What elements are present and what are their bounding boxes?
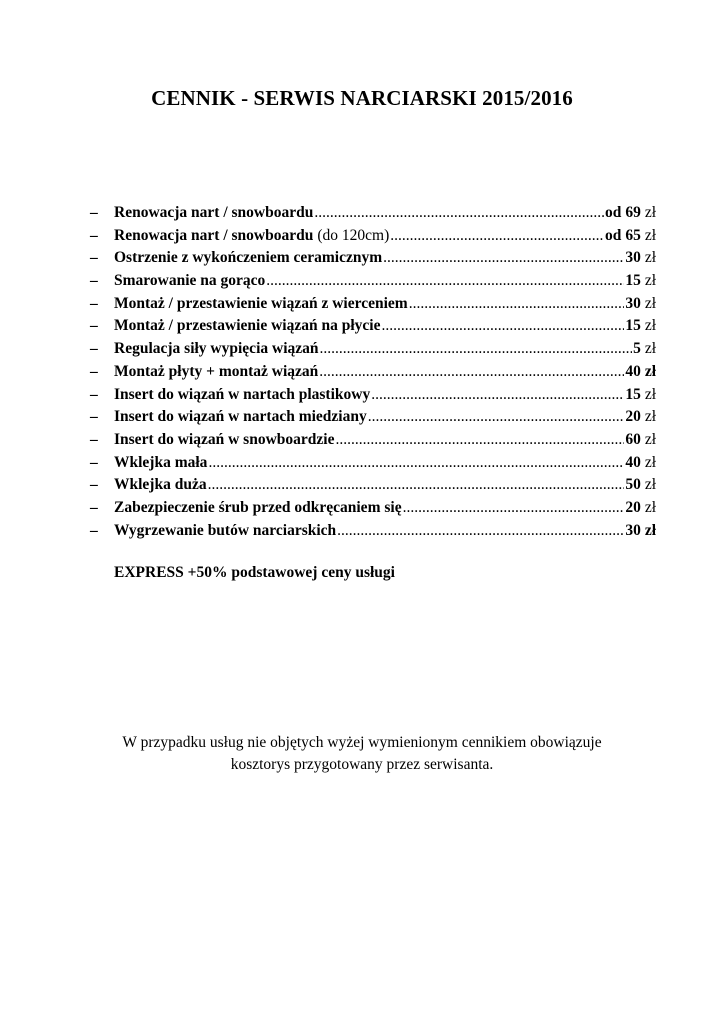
price-list-item (90, 225, 656, 248)
price-value: 30 (625, 249, 641, 267)
service-name: Zabezpieczenie śrub przed odkręcaniem się (114, 498, 402, 516)
price-list-item (90, 429, 656, 452)
dot-leader (208, 474, 625, 497)
service-price (625, 497, 641, 520)
price-list-item (90, 520, 656, 543)
dash-bullet: – (90, 408, 98, 426)
footer-note (0, 732, 724, 776)
price-value: 65 (625, 226, 641, 244)
dot-leader (368, 406, 625, 429)
dash-bullet: – (90, 476, 98, 494)
dot-leader (390, 225, 604, 248)
service-note: (do 120cm) (317, 226, 390, 244)
service-price (633, 338, 641, 361)
price-list-item (90, 384, 656, 407)
price-list-item (90, 361, 656, 384)
dash-bullet: – (90, 317, 98, 335)
service-price (605, 225, 641, 248)
service-price (625, 452, 641, 475)
service-name: Smarowanie na gorąco (114, 272, 266, 290)
price-list-item (90, 497, 656, 520)
service-price (625, 406, 641, 429)
price-unit: zł (644, 476, 656, 494)
service-name: Wygrzewanie butów narciarskich (114, 521, 337, 539)
service-name: Montaż / przestawienie wiązań na płycie (114, 317, 381, 335)
price-value: 20 (625, 498, 641, 516)
price-unit: zł (644, 408, 656, 426)
price-list-item (90, 293, 656, 316)
dot-leader (335, 429, 624, 452)
dash-bullet: – (90, 385, 98, 403)
price-value: 40 (625, 362, 641, 380)
service-price (625, 361, 641, 384)
service-name: Montaż / przestawienie wiązań z wierceniem (114, 294, 408, 312)
dash-bullet: – (90, 340, 98, 358)
service-name: Renowacja nart / snowboardu (114, 204, 314, 221)
price-unit: zł (644, 272, 656, 290)
price-prefix: od (604, 204, 622, 221)
service-name: Montaż płyty + montaż wiązań (114, 362, 319, 380)
dash-bullet: – (90, 521, 98, 539)
footer-line: W przypadku usług nie objętych wyżej wymienionym cennikiem obowiązuje (122, 734, 602, 751)
price-value: 50 (625, 476, 641, 494)
dash-bullet: – (90, 272, 98, 290)
dot-leader (337, 520, 624, 543)
price-unit: zł (644, 294, 656, 312)
price-list-item (90, 315, 656, 338)
price-unit: zł (644, 340, 656, 358)
price-unit: zł (644, 226, 656, 244)
dot-leader (403, 497, 625, 520)
price-unit: zł (644, 249, 656, 267)
footer-line: kosztorys przygotowany przez serwisanta. (230, 756, 494, 773)
dash-bullet: – (90, 362, 98, 380)
service-price (625, 474, 641, 497)
dot-leader (314, 202, 604, 225)
dot-leader (320, 338, 633, 361)
price-list (90, 202, 656, 542)
price-value: 30 (625, 521, 641, 539)
price-value: 40 (625, 453, 641, 471)
service-price (625, 270, 641, 293)
price-list-item (90, 247, 656, 270)
price-list-item (90, 270, 656, 293)
price-value: 15 (625, 317, 641, 335)
service-name: Wklejka duża (114, 476, 207, 494)
price-list-item (90, 202, 656, 225)
price-unit: zł (644, 521, 656, 539)
price-value: 20 (625, 408, 641, 426)
service-name: Wklejka mała (114, 453, 208, 471)
service-name: Ostrzenie z wykończeniem ceramicznym (114, 249, 383, 267)
dash-bullet: – (90, 204, 98, 221)
service-price (625, 293, 641, 316)
service-price (625, 429, 641, 452)
service-name: Insert do wiązań w nartach miedziany (114, 408, 367, 426)
price-value: 60 (625, 430, 641, 448)
service-price (625, 315, 641, 338)
service-price (625, 247, 641, 270)
dot-leader (266, 270, 624, 293)
price-prefix: od (604, 226, 622, 244)
price-value: 15 (625, 385, 641, 403)
dot-leader (381, 315, 624, 338)
page-title: CENNIK - SERWIS NARCIARSKI 2015/2016 (151, 86, 573, 111)
price-unit: zł (644, 498, 656, 516)
price-unit: zł (644, 453, 656, 471)
dot-leader (208, 452, 624, 475)
service-name: Insert do wiązań w nartach plastikowy (114, 385, 371, 403)
dash-bullet: – (90, 294, 98, 312)
price-unit: zł (644, 317, 656, 335)
service-price (625, 384, 641, 407)
price-unit: zł (644, 385, 656, 403)
dash-bullet: – (90, 226, 98, 244)
price-unit: zł (644, 430, 656, 448)
express-note: EXPRESS +50% podstawowej ceny usługi (114, 564, 395, 581)
price-list-item (90, 452, 656, 475)
price-value: 5 (633, 340, 641, 358)
service-name: Insert do wiązań w snowboardzie (114, 430, 335, 448)
service-name: Renowacja nart / snowboardu (114, 226, 314, 244)
price-list-item (90, 474, 656, 497)
dash-bullet: – (90, 453, 98, 471)
price-unit: zł (644, 362, 656, 380)
dot-leader (371, 384, 624, 407)
price-value: 15 (625, 272, 641, 290)
dot-leader (409, 293, 625, 316)
price-unit: zł (644, 204, 656, 221)
price-value: 30 (625, 294, 641, 312)
dash-bullet: – (90, 498, 98, 516)
dot-leader (319, 361, 624, 384)
price-list-item (90, 338, 656, 361)
dash-bullet: – (90, 249, 98, 267)
dot-leader (383, 247, 624, 270)
price-list-item (90, 406, 656, 429)
dash-bullet: – (90, 430, 98, 448)
price-value: 69 (625, 204, 641, 221)
service-price (605, 202, 641, 225)
service-price (625, 520, 641, 543)
service-name: Regulacja siły wypięcia wiązań (114, 340, 319, 358)
